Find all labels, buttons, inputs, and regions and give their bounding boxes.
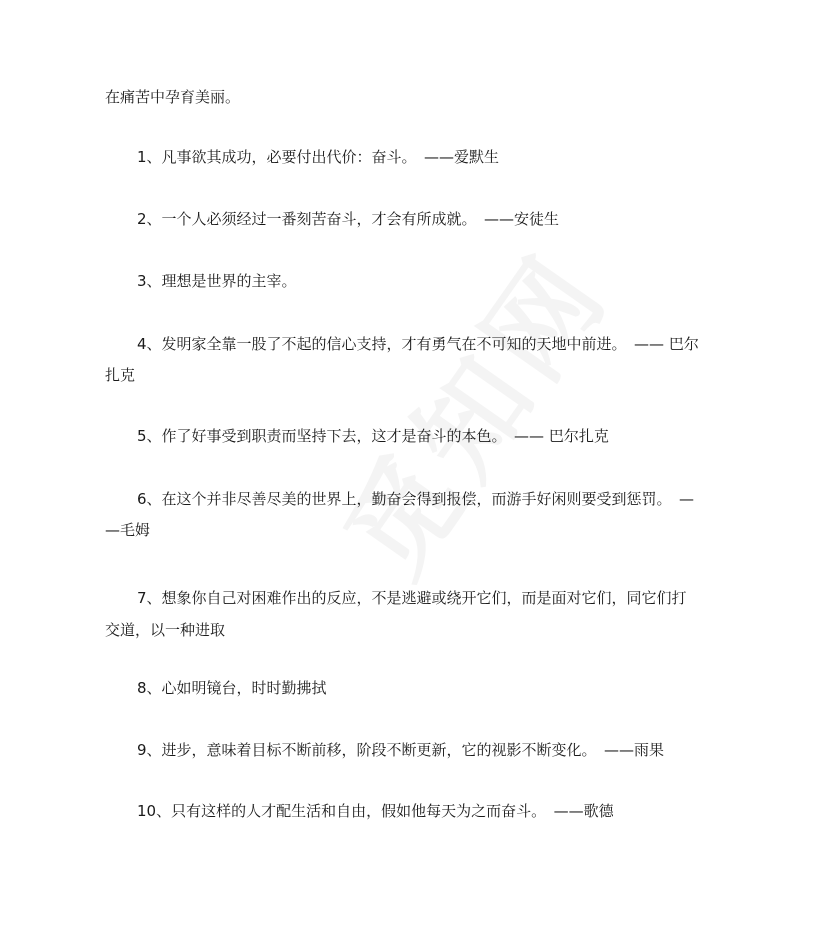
quote-2: 2、一个人必须经过一番刻苦奋斗，才会有所成就。 ——安徒生 bbox=[137, 210, 560, 228]
quote-7: 7、想象你自己对困难作出的反应，不是逃避或绕开它们，而是面对它们，同它们打 bbox=[137, 589, 687, 607]
quote-1: 1、凡事欲其成功，必要付出代价：奋斗。 ——爱默生 bbox=[137, 148, 500, 166]
quote-7-cont: 交道，以一种进取 bbox=[105, 621, 226, 639]
quote-6: 6、在这个并非尽善尽美的世界上，勤奋会得到报偿，而游手好闲则要受到惩罚。 — bbox=[137, 490, 695, 508]
quote-9: 9、进步，意味着目标不断前移，阶段不断更新，它的视影不断变化。 ——雨果 bbox=[137, 741, 665, 759]
quote-4: 4、发明家全靠一股了不起的信心支持，才有勇气在不可知的天地中前进。 —— 巴尔 bbox=[137, 335, 699, 353]
quote-8: 8、心如明镜台，时时勤拂拭 bbox=[137, 679, 327, 697]
quote-10: 10、只有这样的人才配生活和自由，假如他每天为之而奋斗。 ——歌德 bbox=[137, 802, 614, 820]
quote-4-cont: 扎克 bbox=[105, 366, 136, 384]
quote-3: 3、理想是世界的主宰。 bbox=[137, 272, 297, 290]
quote-6-cont: —毛姆 bbox=[105, 521, 151, 539]
quote-5: 5、作了好事受到职责而坚持下去，这才是奋斗的本色。 —— 巴尔扎克 bbox=[137, 427, 609, 445]
intro-line: 在痛苦中孕育美丽。 bbox=[105, 88, 241, 106]
watermark bbox=[302, 216, 638, 602]
